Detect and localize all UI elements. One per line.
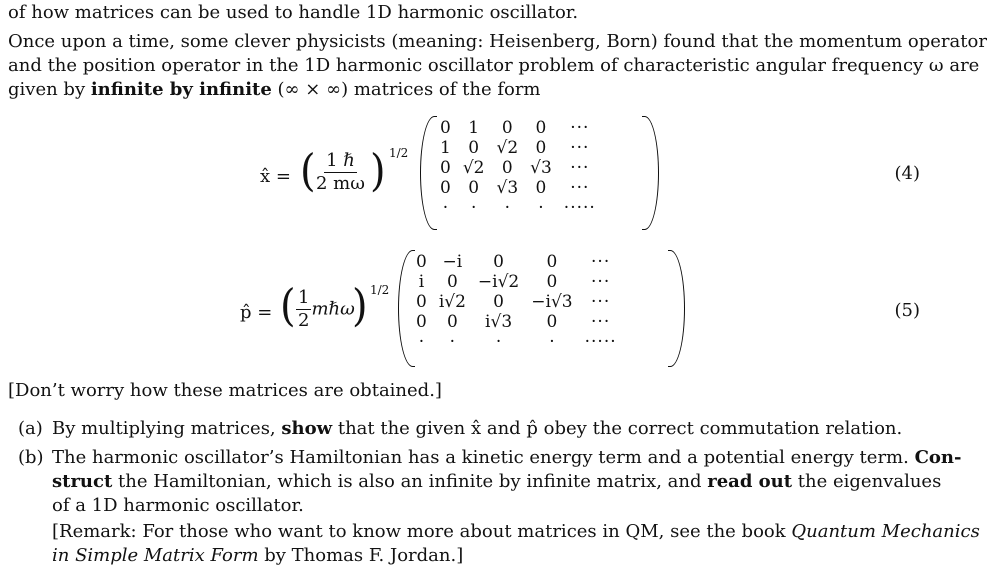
eq4-matrix-row bbox=[434, 198, 602, 218]
eq4-matrix-cell: · bbox=[470, 198, 477, 218]
intro-line: of how matrices can be used to handle 1D harmonic oscillator. bbox=[8, 2, 579, 23]
part-b-label: (b) bbox=[18, 447, 44, 468]
part-a-label: (a) bbox=[18, 418, 43, 439]
eq5-matrix-cell: i bbox=[418, 272, 425, 292]
eq4-matrix-row bbox=[434, 138, 602, 158]
note-line: [Don’t worry how these matrices are obtained.] bbox=[8, 380, 442, 401]
eq4-matrix-cell: 0 bbox=[468, 178, 480, 198]
eq4-matrix-right-bracket bbox=[642, 116, 659, 230]
eq5-matrix-cell: · bbox=[418, 332, 425, 352]
eq4-matrix-cell: · bbox=[442, 198, 449, 218]
part-b-line2-bold2: read out bbox=[707, 471, 793, 492]
eq4-matrix-cell: 0 bbox=[440, 118, 451, 138]
para1-line3 bbox=[8, 79, 541, 101]
part-a-text bbox=[52, 418, 902, 440]
eq5-lparen: ( bbox=[280, 280, 296, 332]
eq4-matrix-cell: 1 bbox=[468, 118, 480, 138]
eq4-matrix-cell: √2 bbox=[496, 138, 519, 158]
eq5-coef-rest: mℏω bbox=[311, 298, 355, 320]
eq4-lparen: ( bbox=[300, 145, 316, 197]
eq5-matrix-cell: 0 bbox=[493, 292, 504, 312]
eq5-power: 1/2 bbox=[370, 283, 390, 297]
part-b-line1 bbox=[52, 447, 961, 469]
eq5-matrix-cell: ··· bbox=[591, 272, 611, 292]
eq5-matrix-cell: −i√3 bbox=[531, 292, 573, 312]
eq4-matrix-cell: ····· bbox=[563, 198, 596, 218]
eq5-matrix-right-bracket bbox=[668, 250, 685, 367]
eq4-matrix bbox=[434, 118, 602, 218]
para1-line1: Once upon a time, some clever physicists (meaning: Heisenberg, Born) found that the momentum operator bbox=[8, 31, 987, 52]
eq4-matrix-cell: · bbox=[538, 198, 544, 218]
eq5-matrix bbox=[410, 252, 623, 352]
part-b-remark2-post: by Thomas F. Jordan.] bbox=[258, 545, 464, 566]
part-b-remark2-it: in Simple Matrix Form bbox=[52, 545, 259, 566]
part-b-remark1-pre: [Remark: For those who want to know more about matrices in QM, see the book bbox=[52, 521, 792, 542]
eq5-matrix-row bbox=[410, 252, 623, 272]
eq5-matrix-cell: −i√2 bbox=[477, 272, 520, 292]
eq5-matrix-cell: · bbox=[495, 332, 502, 352]
eq4-matrix-cell: 1 bbox=[440, 138, 451, 158]
part-a-bold: show bbox=[281, 418, 333, 439]
eq5-matrix-row bbox=[410, 312, 623, 332]
eq4-matrix-cell: 0 bbox=[535, 118, 547, 138]
eq4-lhs: x̂ = bbox=[260, 166, 291, 187]
eq5-matrix-cell: i√3 bbox=[485, 312, 513, 332]
part-b-remark1 bbox=[52, 521, 980, 543]
part-b-line2-bold: struct bbox=[52, 471, 113, 492]
eq4-matrix-cell: ··· bbox=[570, 158, 590, 178]
eq4-matrix-cell: 0 bbox=[535, 178, 547, 198]
eq4-matrix-row bbox=[434, 178, 602, 198]
eq5-matrix-cell: 0 bbox=[546, 272, 558, 292]
eq4-matrix-cell: 0 bbox=[440, 178, 451, 198]
eq5-coef-den: 2 bbox=[298, 310, 310, 331]
eq4-matrix-cell: 0 bbox=[501, 118, 513, 138]
part-a-post: that the given x̂ and p̂ obey the correct commutation relation. bbox=[332, 418, 903, 439]
eq4-matrix-cell: √2 bbox=[462, 158, 485, 178]
eq5-matrix-cell: ··· bbox=[591, 312, 611, 332]
eq4-matrix-cell: √3 bbox=[530, 158, 552, 178]
eq5-matrix-cell: i√2 bbox=[438, 292, 466, 312]
eq4-matrix-row bbox=[434, 118, 602, 138]
eq4-rparen: ) bbox=[370, 145, 386, 197]
eq5-matrix-cell: · bbox=[549, 332, 555, 352]
eq4-coef-num: 1 ℏ bbox=[326, 150, 355, 171]
eq4-matrix-cell: 0 bbox=[501, 158, 513, 178]
eq4-matrix-cell: ··· bbox=[570, 178, 590, 198]
eq4-matrix-cell: 0 bbox=[468, 138, 480, 158]
part-b-line2-mid: the Hamiltonian, which is also an infinite by infinite matrix, and bbox=[112, 471, 708, 492]
eq4-matrix-cell: · bbox=[504, 198, 511, 218]
eq5-number: (5) bbox=[894, 300, 920, 321]
part-b-line1-bold: Con- bbox=[914, 447, 962, 468]
eq5-matrix-row bbox=[410, 292, 623, 312]
para1-line3-post: (∞ × ∞) matrices of the form bbox=[271, 79, 541, 100]
eq5-matrix-cell: 0 bbox=[493, 252, 504, 272]
eq5-matrix-cell: ··· bbox=[591, 292, 611, 312]
part-b-line2 bbox=[52, 471, 941, 493]
eq4-matrix-cell: 0 bbox=[440, 158, 451, 178]
eq4-coef bbox=[316, 152, 365, 193]
eq4-coef-den: 2 mω bbox=[316, 173, 365, 194]
eq5-matrix-cell: 0 bbox=[546, 252, 558, 272]
part-b-line1-pre: The harmonic oscillator’s Hamiltonian has a kinetic energy term and a potential energy term. bbox=[52, 447, 915, 468]
para1-line3-bold: infinite by infinite bbox=[90, 79, 272, 100]
eq5-matrix-cell: ··· bbox=[591, 252, 611, 272]
eq5-matrix-row bbox=[410, 272, 623, 292]
eq4-matrix-cell: √3 bbox=[496, 178, 519, 198]
part-a-pre: By multiplying matrices, bbox=[52, 418, 282, 439]
part-b-line3: of a 1D harmonic oscillator. bbox=[52, 495, 304, 516]
eq5-matrix-cell: 0 bbox=[416, 312, 427, 332]
part-b-remark1-it: Quantum Mechanics bbox=[791, 521, 980, 542]
eq5-matrix-cell: ····· bbox=[584, 332, 617, 352]
part-b-remark2 bbox=[52, 545, 463, 567]
eq4-power: 1/2 bbox=[389, 146, 409, 160]
eq5-matrix-cell: 0 bbox=[416, 252, 427, 272]
eq5-matrix-cell: 0 bbox=[416, 292, 427, 312]
eq4-number: (4) bbox=[894, 163, 920, 184]
eq5-matrix-row bbox=[410, 332, 623, 352]
eq5-matrix-cell: −i bbox=[442, 252, 463, 272]
para1-line3-pre: given by bbox=[8, 79, 91, 100]
eq5-rparen: ) bbox=[352, 280, 368, 332]
eq4-matrix-cell: 0 bbox=[535, 138, 547, 158]
eq4-matrix-cell: ··· bbox=[570, 138, 590, 158]
part-b-line2-post: the eigenvalues bbox=[792, 471, 942, 492]
eq4-matrix-row bbox=[434, 158, 602, 178]
eq5-matrix-cell: 0 bbox=[446, 272, 458, 292]
eq5-coef bbox=[296, 289, 355, 330]
para1-line2: and the position operator in the 1D harmonic oscillator problem of characteristic angular frequency ω are bbox=[8, 55, 980, 76]
eq5-matrix-cell: · bbox=[449, 332, 456, 352]
eq5-matrix-cell: 0 bbox=[546, 312, 558, 332]
eq5-lhs: p̂ = bbox=[240, 302, 273, 323]
eq5-matrix-cell: 0 bbox=[446, 312, 458, 332]
eq4-matrix-cell: ··· bbox=[570, 118, 590, 138]
eq5-coef-num: 1 bbox=[298, 287, 310, 308]
